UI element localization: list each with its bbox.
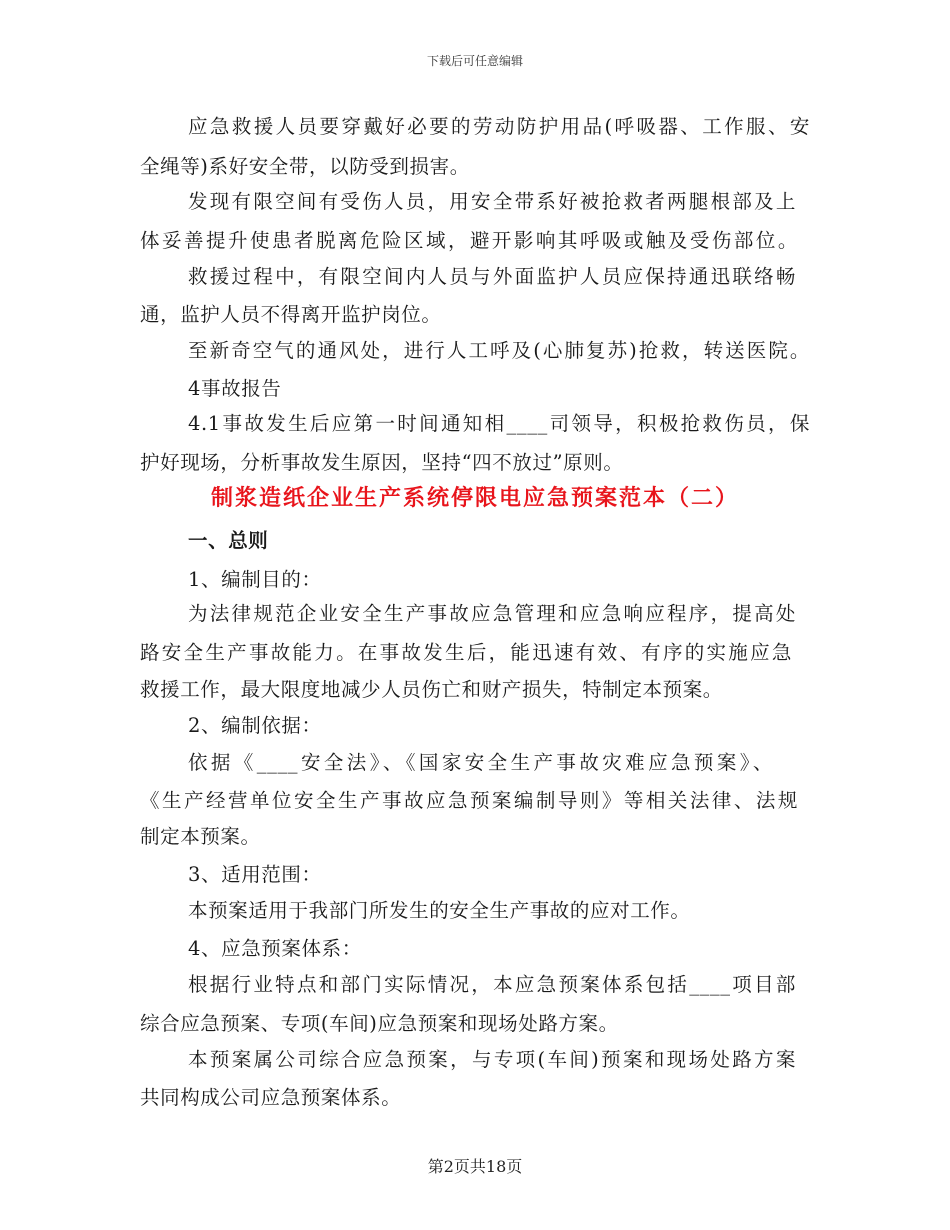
paragraph-line: 制定本预案。 bbox=[140, 825, 261, 848]
page-header: 下载后可任意编辑 bbox=[426, 54, 523, 68]
paragraph-line: 根据行业特点和部门实际情况，本应急预案体系包括____项目部 bbox=[188, 973, 796, 996]
paragraph-line: 救援工作，最大限度地减少人员伤亡和财产损失，特制定本预案。 bbox=[140, 678, 723, 701]
paragraph-line: 至新奇空气的通风处，进行人工呼及(心肺复苏)抢救，转送医院。 bbox=[188, 339, 810, 362]
paragraph-line: 通，监护人员不得离开监护岗位。 bbox=[140, 303, 442, 326]
paragraph-line: 共同构成公司应急预案体系。 bbox=[140, 1086, 402, 1109]
subheading: 3、适用范围： bbox=[188, 863, 322, 886]
paragraph-line: 本预案适用于我部门所发生的安全生产事故的应对工作。 bbox=[188, 899, 691, 922]
paragraph-line: 综合应急预案、专项(车间)应急预案和现场处路方案。 bbox=[140, 1012, 619, 1035]
paragraph-line: 本预案属公司综合应急预案，与专项(车间)预案和现场处路方案 bbox=[188, 1048, 796, 1071]
paragraph-line: 体妥善提升使患者脱离危险区域，避开影响其呼吸或触及受伤部位。 bbox=[140, 229, 798, 252]
section-title: 制浆造纸企业生产系统停限电应急预案范本（二） bbox=[210, 486, 739, 511]
page-footer: 第2页共18页 bbox=[427, 1157, 523, 1176]
paragraph-line: 为法律规范企业安全生产事故应急管理和应急响应程序，提高处 bbox=[188, 602, 796, 625]
paragraph-line: 路安全生产事故能力。在事故发生后，能迅速有效、有序的实施应急 bbox=[140, 641, 792, 664]
paragraph-line: 4.1事故发生后应第一时间通知相____司领导，积极抢救伤员，保 bbox=[188, 412, 810, 435]
section-heading: 一、总则 bbox=[188, 529, 269, 552]
paragraph-line: 发现有限空间有受伤人员，用安全带系好被抢救者两腿根部及上 bbox=[188, 190, 796, 213]
subheading: 2、编制依据： bbox=[188, 714, 322, 737]
subheading: 4、应急预案体系： bbox=[188, 937, 362, 960]
paragraph-line: 护好现场，分析事故发生原因，坚持“四不放过”原则。 bbox=[140, 451, 624, 474]
paragraph-line: 应急救援人员要穿戴好必要的劳动防护用品(呼吸器、工作服、安 bbox=[188, 115, 810, 138]
subheading: 1、编制目的： bbox=[188, 568, 322, 591]
paragraph-line: 全绳等)系好安全带，以防受到损害。 bbox=[140, 155, 470, 178]
paragraph-line: 救援过程中，有限空间内人员与外面监护人员应保持通迅联络畅 bbox=[188, 265, 796, 288]
paragraph-line: 4事故报告 bbox=[188, 377, 282, 400]
paragraph-line: 《生产经营单位安全生产事故应急预案编制导则》等相关法律、法规 bbox=[140, 789, 798, 812]
paragraph-line: 依据《____安全法》、《国家安全生产事故灾难应急预案》、 bbox=[188, 751, 773, 774]
